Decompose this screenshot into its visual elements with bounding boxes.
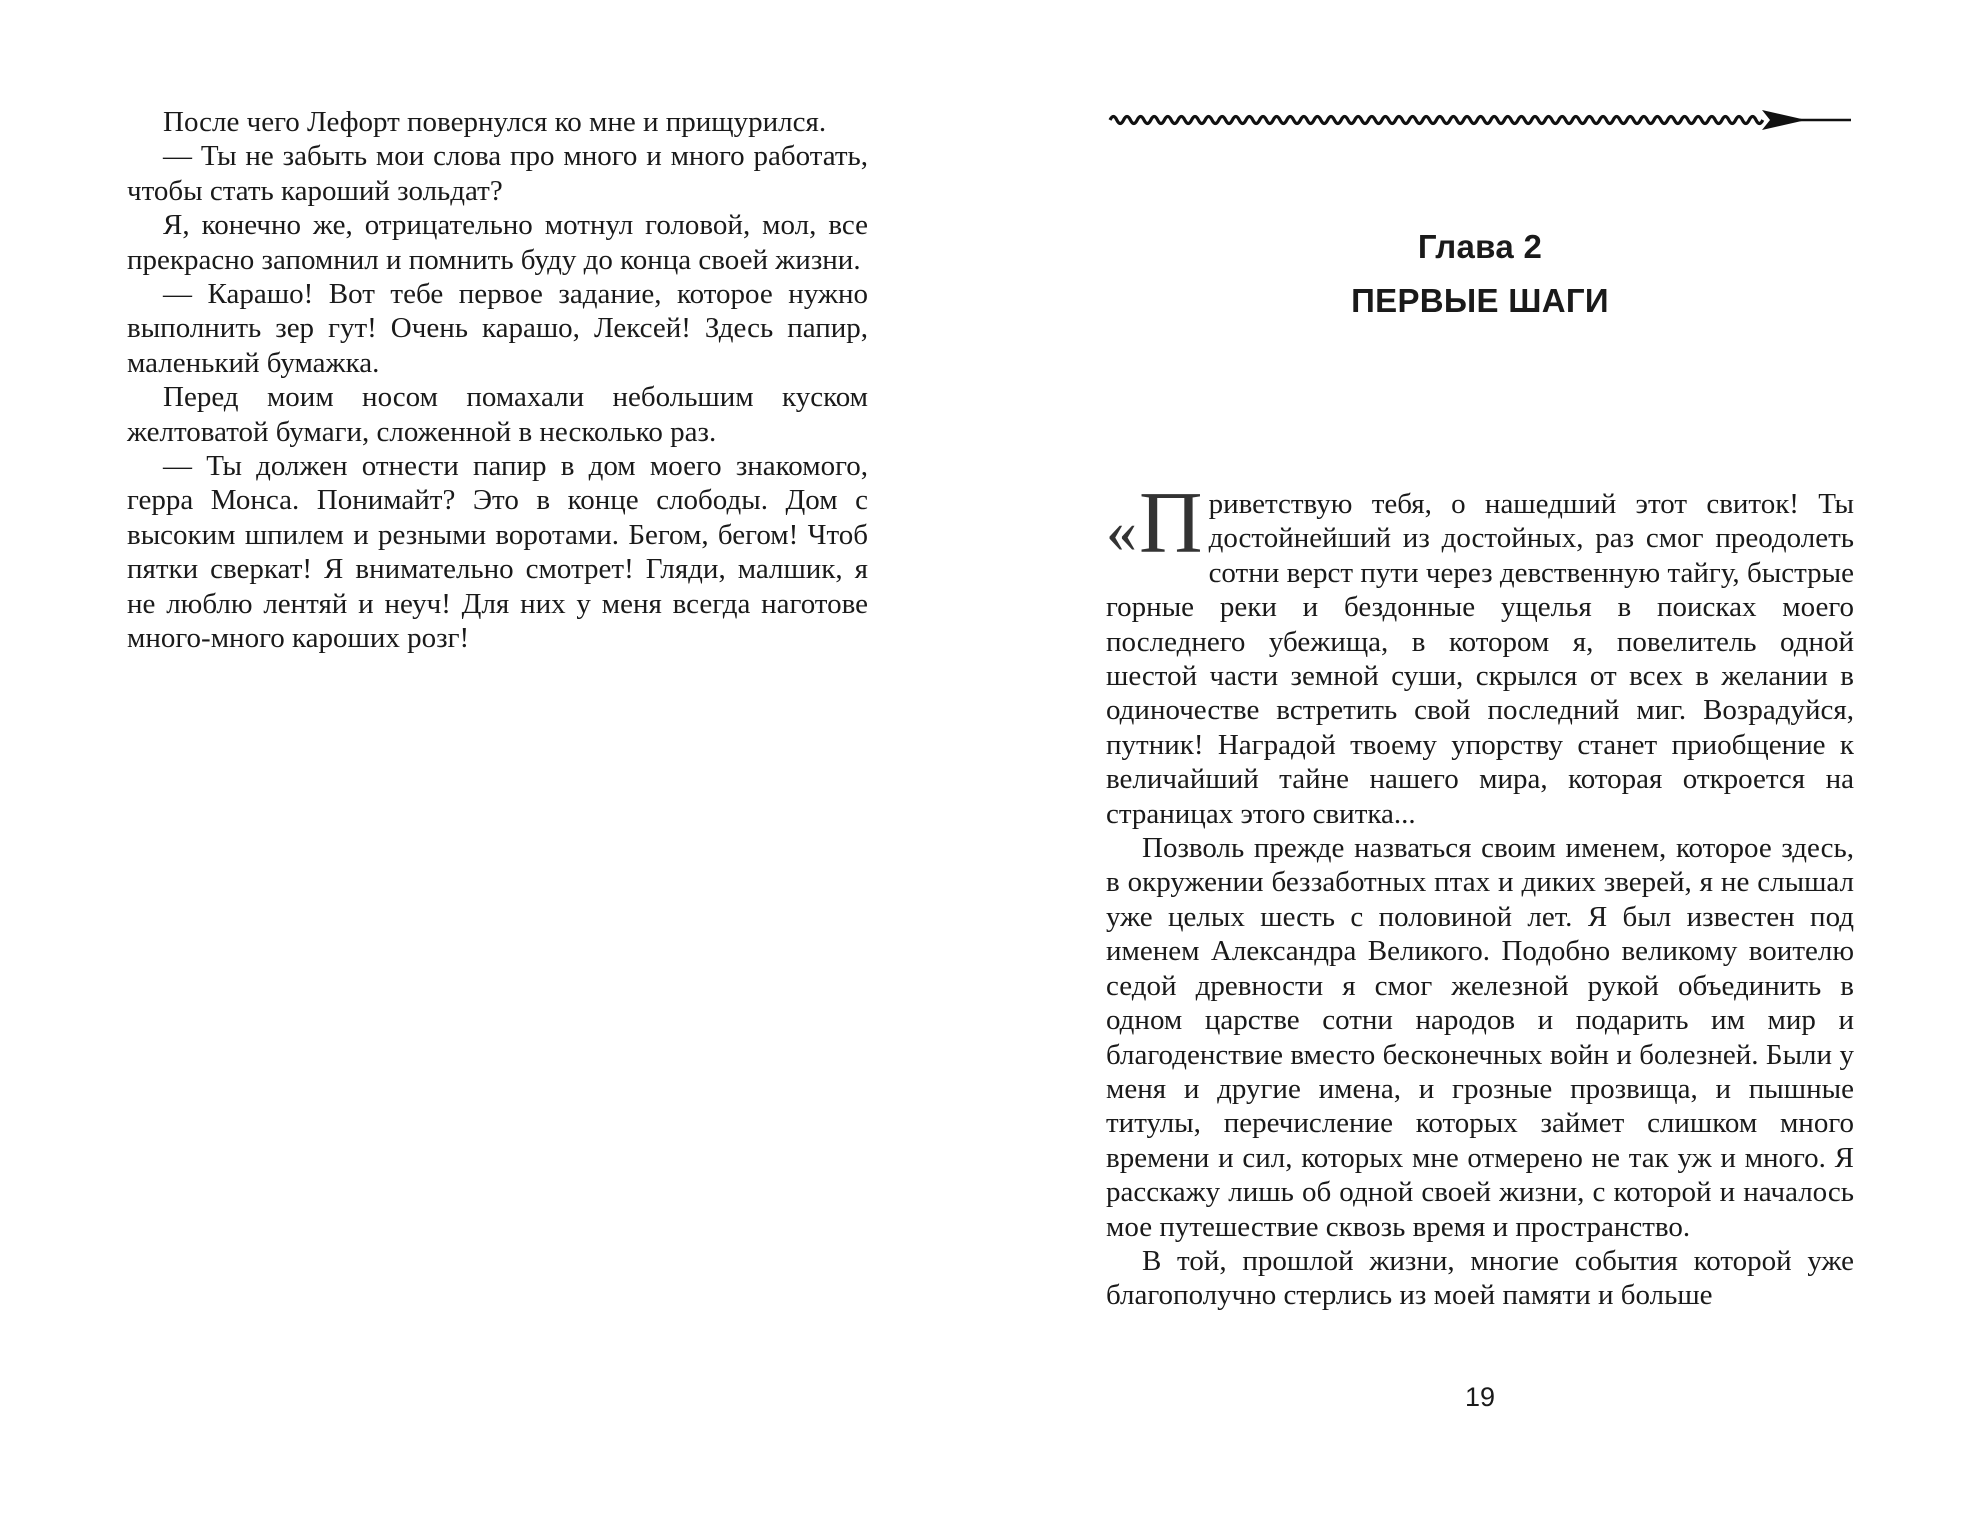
opening-paragraph-text: риветствую тебя, о нашедший этот свиток! Ты достойнейший из достойных, раз смог преодолеть сотни верст пути через девственную тайгу, быстрые горные реки и бездонные ущелья в поисках моего последнего убежища, в котором я, повелитель одной шестой части земной суши, скрылся от всех в желании в одиночестве встретить свой последний миг. Возрадуйся, путник! Наградой твоему упорству станет приобщение к величайший тайне нашего мира, которая откроется на страницах этого свитка... <box>1106 488 1854 830</box>
chapter-ornament-arrow <box>1106 108 1854 132</box>
paragraph: Перед моим носом помахали небольшим куском желтоватой бумаги, сложенной в несколько раз. <box>127 381 868 448</box>
paragraph: — Ты не забыть мои слова про много и много работать, чтобы стать кароший зольдат? <box>127 140 868 207</box>
paragraph: Я, конечно же, отрицательно мотнул головой, мол, все прекрасно запомнил и помнить буду до конца своей жизни. <box>127 209 868 276</box>
paragraph: Позволь прежде назваться своим именем, которое здесь, в окружении беззаботных птах и диких зверей, я не слышал уже целых шесть с половиной лет. Я был известен под именем Александра Великого. Подобно великому воителю седой древности я смог железной рукой объединить в одном царстве сотни народов и подарить им мир и благоденствие вместо бесконечных войн и болезней. Были у меня и другие имена, и грозные прозвища, и пышные титулы, перечисление которых займет слишком много времени и сил, которых мне отмерено не так уж и много. Я расскажу лишь об одной своей жизни, с которой и началось мое путешествие сквозь время и пространство. <box>1106 832 1854 1243</box>
page-number: 19 <box>1464 1382 1496 1412</box>
chapter-number: Глава 2 <box>1417 228 1543 265</box>
right-page-text <box>1106 475 1854 1313</box>
chapter-heading <box>1106 220 1854 328</box>
left-page <box>0 0 982 1538</box>
paragraph: В той, прошлой жизни, многие события которой уже благополучно стерлись из моей памяти и больше <box>1106 1244 1854 1312</box>
left-page-text <box>127 105 868 656</box>
chapter-title: ПЕРВЫЕ ШАГИ <box>1351 282 1609 319</box>
paragraph: После чего Лефорт повернулся ко мне и прищурился. <box>163 106 827 138</box>
paragraph: — Ты должен отнести папир в дом моего знакомого, герра Монса. Понимайт? Это в конце слободы. Дом с высоким шпилем и резными воротами. Бегом, бегом! Чтоб пятки сверкат! Я внимательно смотрет! Гляди, малшик, я не люблю лентяй и неуч! Для них у меня всегда наготове много-много кароших розг! <box>127 450 868 655</box>
dropcap-letter: П <box>1139 475 1203 572</box>
right-page <box>982 0 1965 1538</box>
paragraph: — Карашо! Вот тебе первое задание, которое нужно выполнить зер гут! Очень карашо, Лексей! Здесь папир, маленький бумажка. <box>127 278 868 379</box>
opening-paragraph <box>1106 475 1854 831</box>
opening-quote-mark: « <box>1106 498 1137 566</box>
